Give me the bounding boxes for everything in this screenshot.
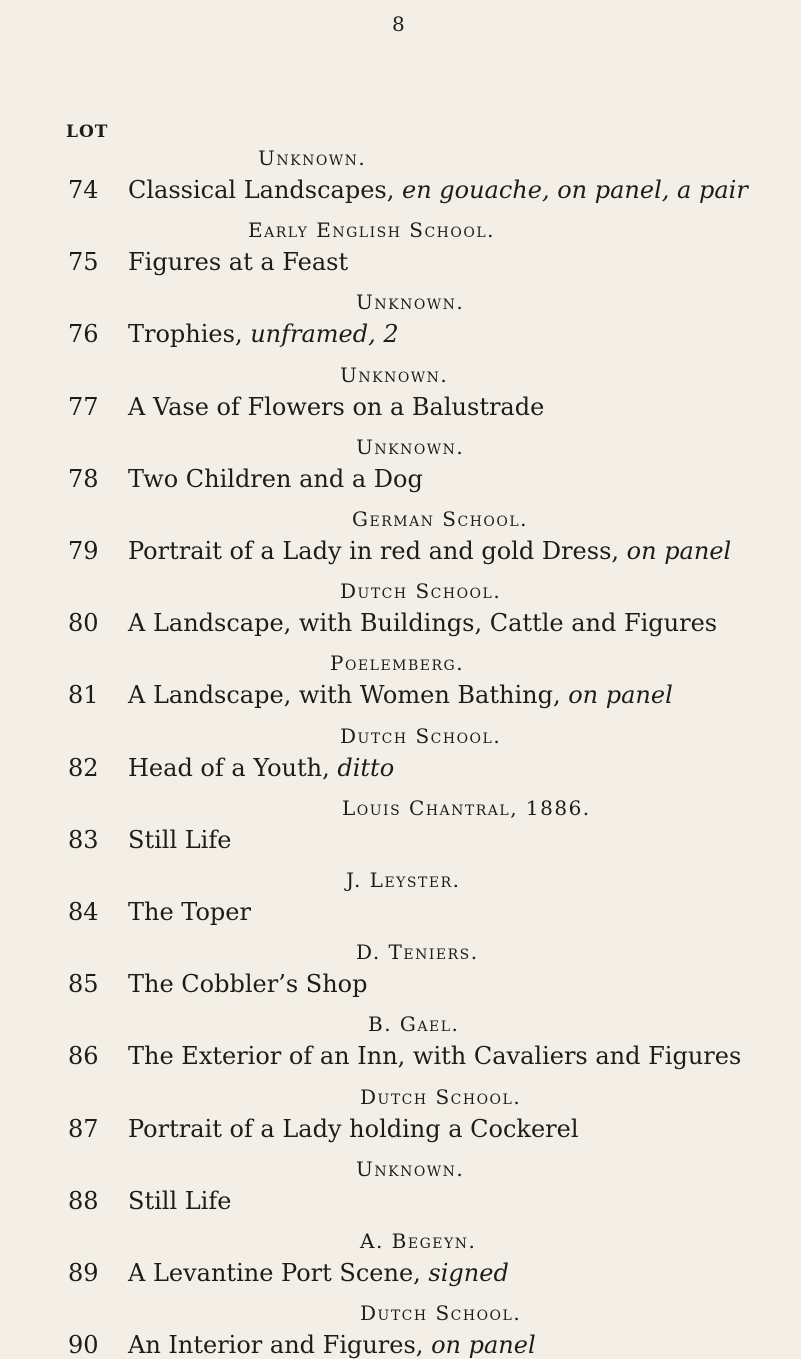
lot-title: [128, 609, 717, 637]
lot-title: [128, 1115, 579, 1143]
page-number: 8: [392, 12, 405, 36]
lot-number: 76: [68, 320, 99, 348]
lot-title-text: Still Life: [128, 826, 232, 854]
lot-number: 75: [68, 248, 99, 276]
lot-title-text: The Exterior of an Inn, with Cavaliers and Figures: [128, 1042, 742, 1070]
lot-title: [128, 248, 348, 276]
lot-title: [128, 176, 748, 204]
lot-title-text: Still Life: [128, 1187, 232, 1215]
lot-description: on panel: [431, 1331, 536, 1359]
lot-description: on panel: [626, 537, 732, 565]
artist-name: Unknown.: [356, 290, 465, 314]
lot-number: 88: [68, 1187, 99, 1215]
lot-number: 83: [68, 826, 99, 854]
lot-title-text: A Levantine Port Scene,: [128, 1259, 421, 1287]
lot-title: [128, 1042, 741, 1070]
lot-number: 79: [68, 537, 99, 565]
lot-title: [128, 1259, 509, 1287]
artist-name: A. Begeyn.: [360, 1229, 477, 1253]
lot-title-text: A Landscape, with Women Bathing,: [128, 681, 561, 709]
lot-title: [128, 970, 367, 998]
lot-number: 87: [68, 1115, 99, 1143]
lot-title-text: Classical Landscapes,: [128, 176, 395, 204]
lot-title-text: A Vase of Flowers on a Balustrade: [128, 393, 545, 421]
artist-name: German School.: [352, 507, 529, 531]
lot-title: [128, 898, 251, 926]
lot-title-text: An Interior and Figures,: [128, 1331, 424, 1359]
lot-title-text: Two Children and a Dog: [128, 465, 423, 493]
artist-name: Early English School.: [248, 218, 496, 242]
lot-title-text: A Landscape, with Buildings, Cattle and Figures: [128, 609, 718, 637]
lot-description: unframed, 2: [250, 320, 399, 348]
artist-name: Louis Chantral, 1886.: [342, 796, 591, 820]
artist-name: Unknown.: [258, 146, 367, 170]
artist-name: Dutch School.: [340, 579, 502, 603]
lot-title-text: Head of a Youth,: [128, 754, 330, 782]
lot-number: 81: [68, 681, 99, 709]
lot-title: [128, 465, 423, 493]
lot-title-text: Portrait of a Lady holding a Cockerel: [128, 1115, 579, 1143]
lot-title: [128, 754, 394, 782]
lot-description: en gouache, on panel, a pair: [402, 176, 748, 204]
artist-name: J. Leyster.: [346, 868, 461, 892]
lot-number: 77: [68, 393, 99, 421]
lot-number: 85: [68, 970, 99, 998]
lot-title: [128, 537, 731, 565]
lot-number: 78: [68, 465, 99, 493]
lot-description: ditto: [337, 754, 395, 782]
artist-name: Unknown.: [340, 363, 449, 387]
lot-title-text: Trophies,: [128, 320, 243, 348]
lot-number: 86: [68, 1042, 99, 1070]
artist-name: Dutch School.: [360, 1301, 522, 1325]
lot-title-text: Figures at a Feast: [128, 248, 349, 276]
lot-column-header: LOT: [66, 122, 109, 142]
lot-number: 80: [68, 609, 99, 637]
lot-number: 74: [68, 176, 99, 204]
lot-title: [128, 1187, 231, 1215]
artist-name: Poelemberg.: [330, 651, 465, 675]
artist-name: Dutch School.: [360, 1085, 522, 1109]
lot-title-text: The Cobbler’s Shop: [128, 970, 368, 998]
lot-number: 89: [68, 1259, 99, 1287]
lot-number: 84: [68, 898, 99, 926]
lot-title: [128, 320, 399, 348]
artist-name: Dutch School.: [340, 724, 502, 748]
lot-number: 90: [68, 1331, 99, 1359]
lot-description: signed: [428, 1259, 509, 1287]
lot-description: on panel: [568, 681, 673, 709]
artist-name: Unknown.: [356, 1157, 465, 1181]
lot-title-text: The Toper: [128, 898, 251, 926]
lot-title-text: Portrait of a Lady in red and gold Dress,: [128, 537, 620, 565]
lot-title: [128, 393, 544, 421]
lot-number: 82: [68, 754, 99, 782]
lot-title: [128, 1331, 536, 1359]
lot-title: [128, 681, 673, 709]
artist-name: Unknown.: [356, 435, 465, 459]
lot-title: [128, 826, 231, 854]
artist-name: D. Teniers.: [356, 940, 479, 964]
artist-name: B. Gael.: [368, 1012, 460, 1036]
